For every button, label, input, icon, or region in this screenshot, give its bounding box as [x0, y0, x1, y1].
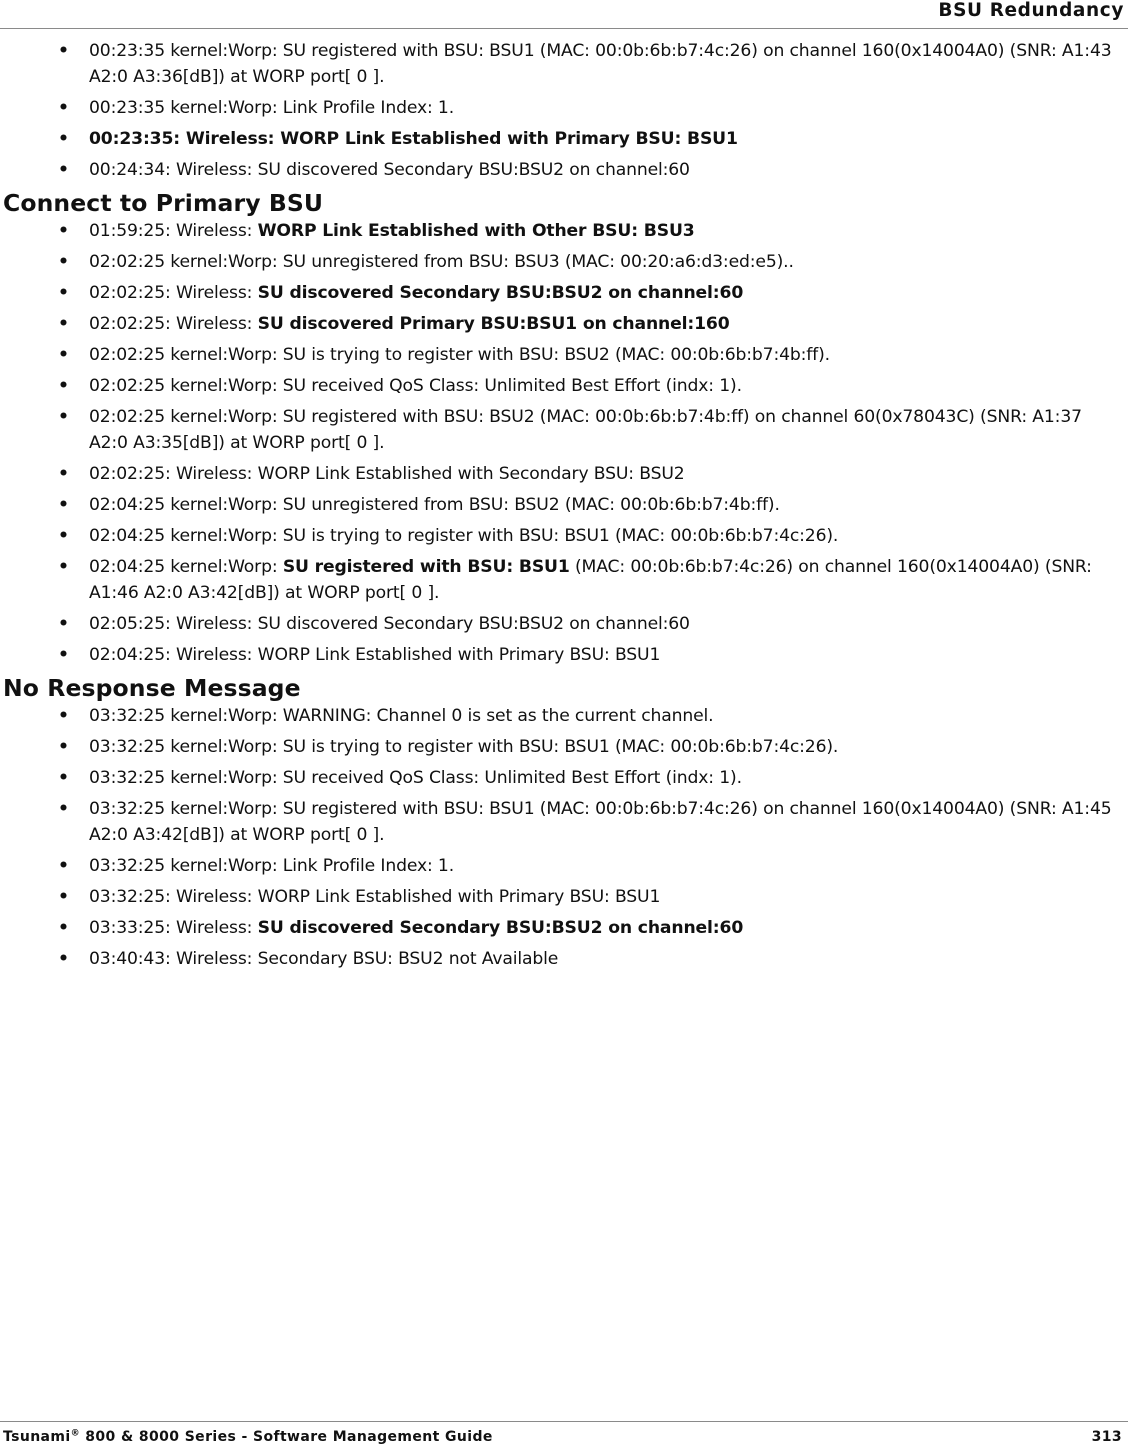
footer-divider	[0, 1421, 1128, 1422]
list-item: • 03:40:43: Wireless: Secondary BSU: BSU2 not Available	[0, 946, 1128, 972]
section-heading-connect-primary: Connect to Primary BSU	[3, 189, 324, 217]
list-item: • 02:02:25 kernel:Worp: SU is trying to register with BSU: BSU2 (MAC: 00:0b:6b:b7:4b:ff).	[0, 342, 1128, 368]
list-item: • 03:32:25 kernel:Worp: SU is trying to register with BSU: BSU1 (MAC: 00:0b:6b:b7:4c:26).	[0, 734, 1128, 760]
document-body	[0, 38, 1128, 977]
list-item: • 03:32:25 kernel:Worp: WARNING: Channel 0 is set as the current channel.	[0, 703, 1128, 729]
list-item: • 00:23:35: Wireless: WORP Link Established with Primary BSU: BSU1	[0, 126, 1128, 152]
list-item	[0, 280, 1128, 306]
log-highlight: SU discovered Secondary BSU:BSU2 on channel:60	[257, 283, 744, 303]
list-item	[0, 554, 1128, 606]
intro-log-list	[0, 38, 1128, 183]
list-item: • 02:02:25 kernel:Worp: SU unregistered from BSU: BSU3 (MAC: 00:20:a6:d3:ed:e5)..	[0, 249, 1128, 275]
guide-name: 800 & 8000 Series - Software Management Guide	[80, 1429, 493, 1445]
page-number: 313	[1091, 1429, 1122, 1445]
list-item: • 03:32:25 kernel:Worp: Link Profile Index: 1.	[0, 853, 1128, 879]
log-prefix: 02:02:25: Wireless:	[89, 283, 258, 303]
list-item: • 02:02:25 kernel:Worp: SU registered with BSU: BSU2 (MAC: 00:0b:6b:b7:4b:ff) on channel 60(0x78043C) (SNR: A1:37 A2:0 A3:35[dB]) at WORP port[ 0 ].	[0, 404, 1128, 456]
list-item: • 03:32:25: Wireless: WORP Link Established with Primary BSU: BSU1	[0, 884, 1128, 910]
list-item: • 00:24:34: Wireless: SU discovered Secondary BSU:BSU2 on channel:60	[0, 157, 1128, 183]
list-item: • 02:05:25: Wireless: SU discovered Secondary BSU:BSU2 on channel:60	[0, 611, 1128, 637]
log-suffix: (MAC: 00:0b:6b:b7:4c:26) on channel 160(0x14004A0) (SNR: A1:46 A2:0 A3:42[dB]) at WORP port[ 0 ].	[89, 557, 1092, 603]
list-item	[0, 218, 1128, 244]
registered-mark: ®	[70, 1428, 80, 1439]
list-item: • 03:32:25 kernel:Worp: SU received QoS Class: Unlimited Best Effort (indx: 1).	[0, 765, 1128, 791]
header-divider	[0, 28, 1128, 29]
no-response-log-list	[0, 703, 1128, 972]
list-item: • 00:23:35 kernel:Worp: Link Profile Index: 1.	[0, 95, 1128, 121]
log-highlight: SU discovered Primary BSU:BSU1 on channel:160	[257, 314, 730, 334]
list-item: • 02:02:25: Wireless: WORP Link Established with Secondary BSU: BSU2	[0, 461, 1128, 487]
list-item: • 02:04:25 kernel:Worp: SU unregistered from BSU: BSU2 (MAC: 00:0b:6b:b7:4b:ff).	[0, 492, 1128, 518]
list-item	[0, 915, 1128, 941]
log-highlight: SU registered with BSU: BSU1	[282, 557, 570, 577]
list-item: • 02:04:25 kernel:Worp: SU is trying to register with BSU: BSU1 (MAC: 00:0b:6b:b7:4c:26).	[0, 523, 1128, 549]
list-item	[0, 311, 1128, 337]
log-prefix: 01:59:25: Wireless:	[89, 221, 258, 241]
connect-primary-log-list	[0, 218, 1128, 668]
footer-guide-title	[3, 1428, 493, 1446]
list-item: • 03:32:25 kernel:Worp: SU registered with BSU: BSU1 (MAC: 00:0b:6b:b7:4c:26) on channel 160(0x14004A0) (SNR: A1:45 A2:0 A3:42[dB]) at WORP port[ 0 ].	[0, 796, 1128, 848]
list-item: • 02:04:25: Wireless: WORP Link Established with Primary BSU: BSU1	[0, 642, 1128, 668]
list-item: • 02:02:25 kernel:Worp: SU received QoS Class: Unlimited Best Effort (indx: 1).	[0, 373, 1128, 399]
section-heading-no-response: No Response Message	[3, 674, 301, 702]
page-header-title: BSU Redundancy	[938, 0, 1124, 21]
log-prefix: 02:02:25: Wireless:	[89, 314, 258, 334]
product-name: Tsunami	[3, 1429, 71, 1445]
log-highlight: SU discovered Secondary BSU:BSU2 on channel:60	[257, 918, 744, 938]
list-item: • 00:23:35 kernel:Worp: SU registered with BSU: BSU1 (MAC: 00:0b:6b:b7:4c:26) on channel 160(0x14004A0) (SNR: A1:43 A2:0 A3:36[dB]) at WORP port[ 0 ].	[0, 38, 1128, 90]
log-highlight: WORP Link Established with Other BSU: BSU3	[257, 221, 695, 241]
log-prefix: 03:33:25: Wireless:	[89, 918, 258, 938]
log-prefix: 02:04:25 kernel:Worp:	[89, 557, 283, 577]
